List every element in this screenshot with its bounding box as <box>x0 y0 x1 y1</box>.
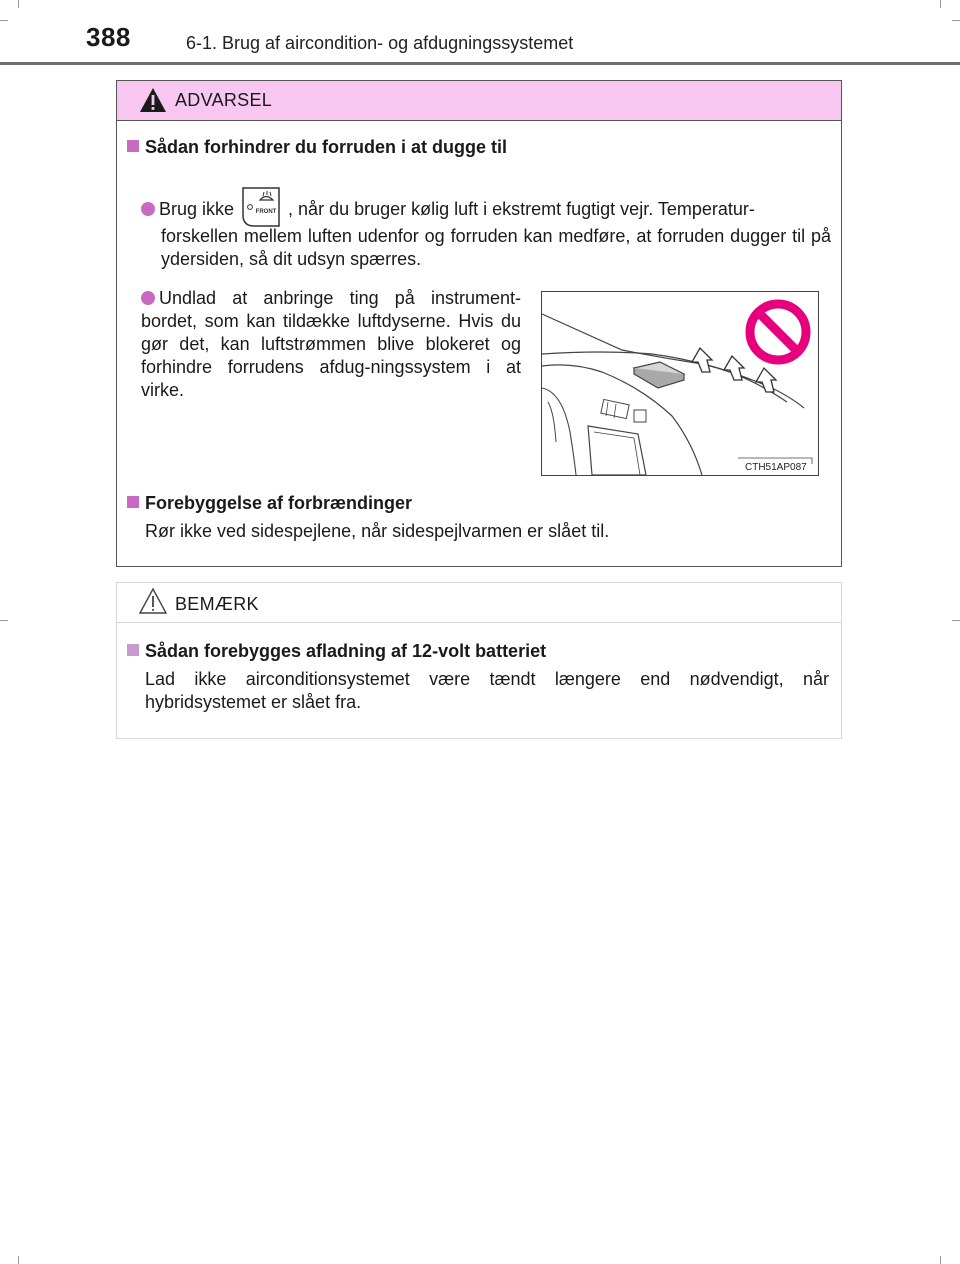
dashboard-illustration <box>541 291 819 476</box>
crop-mark <box>18 0 19 8</box>
square-bullet-icon <box>127 140 139 152</box>
crop-mark <box>940 0 941 8</box>
warning-heading-2: Forebyggelse af forbrændinger <box>127 493 412 514</box>
crop-mark <box>0 20 8 21</box>
crop-mark <box>18 1256 19 1264</box>
bullet-item-1-continuation: forskellen mellem luften udenfor og forruden kan medføre, at forruden dugger til på ydersiden, så dit udsyn spærres. <box>161 226 831 269</box>
warning-box <box>116 80 842 567</box>
note-text: Lad ikke airconditionsystemet være tændt længere end nødvendigt, når hybridsystemet er slået fra. <box>145 669 829 712</box>
header-rule <box>0 62 960 65</box>
caution-triangle-icon <box>139 587 167 615</box>
note-label: BEMÆRK <box>175 594 259 614</box>
warning-heading-1: Sådan forhindrer du forruden i at dugge til <box>127 137 507 158</box>
square-bullet-icon <box>127 496 139 508</box>
bullet-item-2: Undlad at anbringe ting på instrument-bordet, som kan tildække luftdyserne. Hvis du gør det, kan luftstrømmen blive blokeret og forhindre forrudens afdug-ningssystem i at virke. <box>141 288 521 400</box>
crop-mark <box>940 1256 941 1264</box>
note-header <box>117 583 841 623</box>
note-heading: Sådan forebygges afladning af 12-volt batteriet <box>127 641 546 662</box>
crop-mark <box>952 20 960 21</box>
warning-text-2: Rør ikke ved sidespejlene, når sidespejlvarmen er slået til. <box>145 521 610 541</box>
warning-triangle-icon <box>139 87 167 113</box>
note-box <box>116 582 842 739</box>
square-bullet-icon <box>127 644 139 656</box>
bullet-item-1: Brug ikke FRONT , når du bruger kølig luft i ekstremt fugtigt vejr. Temperatur- <box>141 185 831 235</box>
section-title: 6-1. Brug af aircondition- og afdugningssystemet <box>186 33 574 53</box>
round-bullet-icon <box>141 291 155 305</box>
round-bullet-icon <box>141 202 155 216</box>
warning-label: ADVARSEL <box>175 90 273 110</box>
dashboard-drawing <box>542 292 818 475</box>
figure-code: CTH51AP087 <box>745 462 807 473</box>
front-button-label: FRONT <box>255 209 277 215</box>
crop-mark <box>952 620 960 621</box>
page-number: 388 <box>86 22 131 52</box>
warning-header <box>117 81 841 121</box>
crop-mark <box>0 620 8 621</box>
